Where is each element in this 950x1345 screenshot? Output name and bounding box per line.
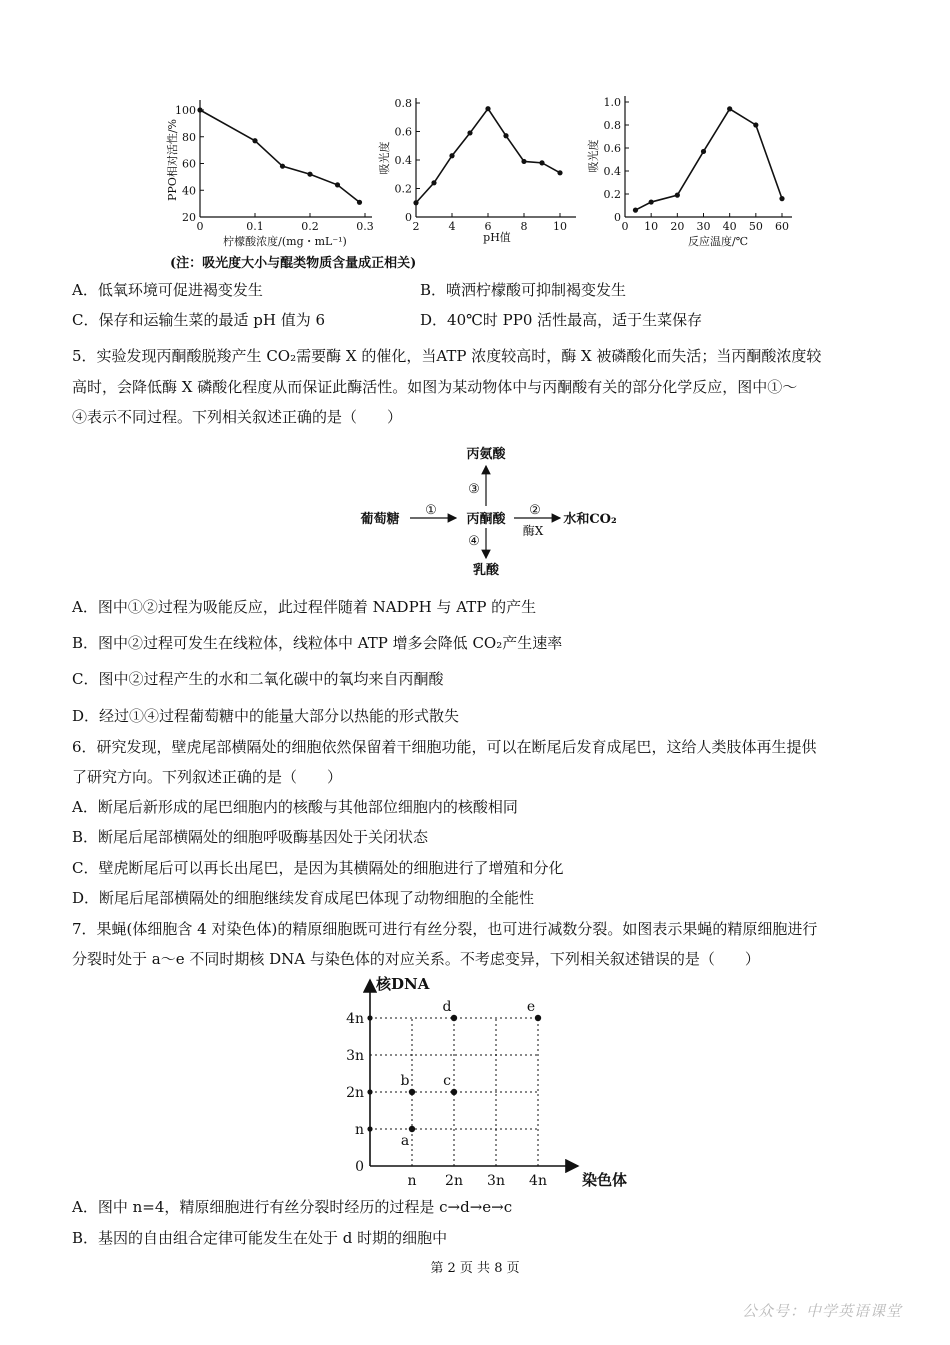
axis-point	[367, 1126, 372, 1131]
q5-stem-line2: 高时，会降低酶 X 磷酸化程度从而保证此酶活性。如图为某动物体中与丙酮酸有关的部分化学反应，图中①～	[72, 378, 798, 396]
point-c	[451, 1089, 457, 1095]
q7-option-a: A．图中 n=4，精原细胞进行有丝分裂时经历的过程是 c→d→e→c	[72, 1198, 513, 1216]
dna-axis-label: 核DNA	[376, 975, 430, 993]
data-point	[335, 182, 340, 187]
axis-point	[367, 1089, 372, 1094]
data-point	[539, 160, 544, 165]
top-charts	[0, 0, 950, 275]
chart3-ylabel: 吸光度	[587, 139, 600, 173]
page-footer: 第 2 页 共 8 页	[430, 1261, 520, 1276]
y-tick-label: 3n	[346, 1048, 364, 1064]
point-label-c: c	[443, 1073, 451, 1089]
data-point	[753, 122, 758, 127]
data-point	[557, 170, 562, 175]
y-tick-label: 0.2	[394, 182, 412, 196]
data-point	[307, 172, 312, 177]
node-alanine: 丙氨酸	[466, 447, 506, 462]
series-line	[635, 109, 782, 210]
y-tick-label: 0	[614, 211, 621, 224]
pyruvate-diagram	[340, 438, 640, 584]
y-tick-label: 0	[355, 1159, 364, 1175]
q6-stem-line1: 6．研究发现，壁虎尾部横隔处的细胞依然保留着干细胞功能，可以在断尾后发育成尾巴，这给人类肢体再生提供	[72, 738, 817, 756]
y-tick-label: 100	[175, 104, 196, 117]
data-point	[467, 130, 472, 135]
q6-option-a: A．断尾后新形成的尾巴细胞内的核酸与其他部位细胞内的核酸相同	[72, 798, 518, 816]
x-tick-label: 40	[722, 220, 737, 233]
data-point	[649, 199, 654, 204]
x-tick-label: 10	[644, 220, 659, 233]
y-tick-label: 0.8	[394, 97, 412, 110]
point-d	[451, 1015, 457, 1021]
q7-stem-line2: 分裂时处于 a～e 不同时期核 DNA 与染色体的对应关系。不考虑变异，下列相关叙述错误的是（ ）	[72, 950, 760, 968]
y-tick-label: n	[354, 1122, 364, 1138]
series-line	[416, 109, 560, 203]
q5-option-b: B．图中②过程可发生在线粒体，线粒体中 ATP 增多会降低 CO₂产生速率	[72, 634, 563, 652]
chart1-ylabel: PPO相对活性/%	[166, 119, 179, 201]
point-label-b: b	[400, 1073, 410, 1089]
q6-stem-line2: 了研究方向。下列叙述正确的是（ ）	[72, 768, 343, 786]
q4-option-b: B．喷洒柠檬酸可抑制褐变发生	[420, 281, 627, 299]
y-tick-label: 0.4	[394, 154, 412, 167]
x-tick-label: 6	[484, 220, 492, 233]
q6-option-b: B．断尾后尾部横隔处的细胞呼吸酶基因处于关闭状态	[72, 828, 429, 846]
y-tick-label: 0.6	[394, 125, 412, 139]
chart-temperature-absorbance	[586, 96, 792, 248]
y-tick-label: 40	[182, 184, 196, 198]
x-tick-label: 0	[621, 220, 629, 233]
y-tick-label: 60	[182, 157, 196, 171]
data-point	[252, 138, 257, 143]
data-point	[197, 107, 202, 112]
q7-stem-line1: 7．果蝇(体细胞含 4 对染色体)的精原细胞既可进行有丝分裂，也可进行减数分裂。如图表示果蝇的精原细胞进行	[72, 920, 818, 938]
data-point	[675, 193, 680, 198]
data-point	[357, 200, 362, 205]
x-tick-label: n	[407, 1173, 417, 1189]
q5-option-a: A．图中①②过程为吸能反应，此过程伴随着 NADPH 与 ATP 的产生	[72, 598, 537, 616]
x-tick-label: 4	[448, 220, 456, 233]
x-tick-label: 10	[553, 220, 567, 233]
axis-point	[367, 1015, 372, 1020]
data-point	[503, 133, 508, 138]
point-e	[535, 1015, 541, 1021]
q6-option-d: D．断尾后尾部横隔处的细胞继续发育成尾巴体现了动物细胞的全能性	[72, 889, 535, 907]
x-tick-label: 50	[748, 220, 763, 233]
x-tick-label: 0.3	[356, 220, 374, 233]
y-tick-label: 2n	[346, 1085, 364, 1101]
series-line	[200, 110, 360, 202]
label-process-1: ①	[425, 503, 437, 518]
y-tick-label: 1.0	[603, 96, 621, 109]
data-point	[485, 106, 490, 111]
watermark: 公众号：中学英语课堂	[741, 1302, 902, 1320]
data-point	[413, 200, 418, 205]
point-label-d: d	[442, 999, 452, 1015]
y-tick-label: 0.2	[603, 188, 621, 201]
x-tick-label: 30	[696, 220, 711, 233]
x-tick-label: 0.2	[301, 220, 319, 233]
q5-option-d: D．经过①④过程葡萄糖中的能量大部分以热能的形式散失	[72, 707, 460, 725]
node-water-co2: 水和CO₂	[563, 512, 617, 527]
data-point	[521, 159, 526, 164]
data-point	[449, 153, 454, 158]
data-point	[280, 164, 285, 169]
point-b	[409, 1089, 415, 1095]
x-tick-label: 0.1	[246, 220, 264, 233]
data-point	[701, 149, 706, 154]
point-a	[409, 1126, 415, 1132]
point-label-e: e	[526, 999, 536, 1015]
data-point	[633, 208, 638, 213]
q6-option-c: C．壁虎断尾后可以再长出尾巴，是因为其横隔处的细胞进行了增殖和分化	[72, 859, 564, 877]
q7-option-b: B．基因的自由组合定律可能发生在处于 d 时期的细胞中	[72, 1229, 448, 1247]
label-process-4: ④	[468, 534, 480, 549]
chromosome-axis-label: 染色体	[582, 1171, 628, 1189]
y-tick-label: 20	[182, 211, 196, 224]
point-label-a: a	[400, 1133, 410, 1149]
data-point	[431, 180, 436, 185]
chart2-ylabel: 吸光度	[378, 141, 391, 175]
x-tick-label: 0	[196, 220, 204, 233]
chart-ph-absorbance	[377, 97, 576, 244]
q4-option-c: C．保存和运输生菜的最适 pH 值为 6	[72, 311, 326, 329]
q4-option-d: D．40℃时 PP0 活性最高，适于生菜保存	[420, 311, 703, 329]
y-tick-label: 0.4	[603, 165, 621, 178]
x-tick-label: 3n	[487, 1173, 505, 1189]
x-tick-label: 20	[670, 220, 685, 233]
label-enzyme-x: 酶X	[522, 524, 544, 538]
q5-option-c: C．图中②过程产生的水和二氧化碳中的氧均来自丙酮酸	[72, 670, 444, 688]
chart-ppo-activity	[165, 100, 374, 248]
q5-stem-line1: 5．实验发现丙酮酸脱羧产生 CO₂需要酶 X 的催化，当ATP 浓度较高时，酶 X 被磷酸化而失活；当丙酮酸浓度较	[72, 347, 822, 365]
x-tick-label: 2	[412, 220, 420, 233]
y-tick-label: 0.8	[603, 119, 621, 132]
y-tick-label: 0.6	[603, 142, 621, 155]
chart3-xlabel: 反应温度/℃	[687, 235, 749, 248]
data-point	[779, 196, 784, 201]
q5-stem-line3: ④表示不同过程。下列相关叙述正确的是（ ）	[72, 408, 403, 426]
x-tick-label: 60	[775, 220, 789, 233]
q4-option-a: A．低氧环境可促进褐变发生	[72, 281, 263, 299]
node-glucose: 葡萄糖	[360, 512, 400, 527]
y-tick-label: 80	[182, 130, 196, 144]
dna-chromosome-chart	[320, 972, 628, 1194]
figure-note: (注：吸光度大小与醌类物质含量成正相关)	[170, 256, 417, 271]
chart2-xlabel: pH值	[483, 231, 511, 244]
node-lactate: 乳酸	[472, 563, 500, 578]
chart1-xlabel: 柠檬酸浓度/(mg・mL⁻¹)	[223, 235, 347, 248]
label-process-3: ③	[468, 482, 480, 497]
y-tick-label: 0	[405, 211, 412, 224]
data-point	[727, 106, 732, 111]
node-pyruvate: 丙酮酸	[466, 512, 506, 527]
x-tick-label: 4n	[529, 1173, 547, 1189]
x-tick-label: 8	[520, 220, 528, 233]
x-tick-label: 2n	[445, 1173, 463, 1189]
y-tick-label: 4n	[346, 1011, 364, 1027]
label-process-2: ②	[529, 503, 541, 518]
